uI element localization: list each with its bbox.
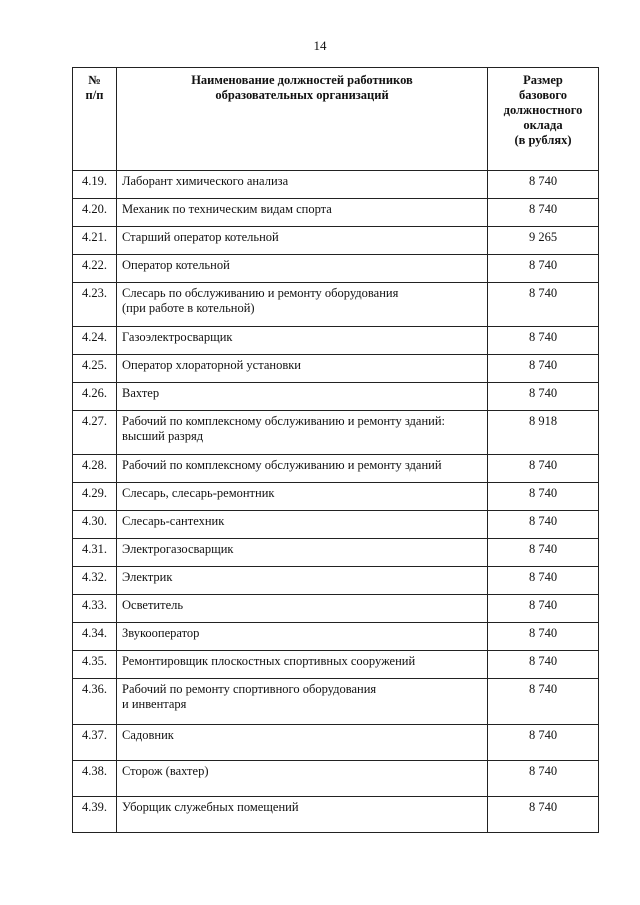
table-row [73, 283, 599, 327]
position-name [117, 679, 488, 725]
table-row [73, 679, 599, 725]
row-number: 4.21. [73, 227, 117, 255]
position-name-line: Вахтер [122, 386, 160, 400]
position-name-line: Садовник [122, 728, 174, 742]
position-name-line: Слесарь, слесарь-ремонтник [122, 486, 275, 500]
base-salary: 8 740 [488, 355, 599, 383]
table-row [73, 383, 599, 411]
base-salary: 8 740 [488, 455, 599, 483]
base-salary: 8 740 [488, 595, 599, 623]
row-number: 4.22. [73, 255, 117, 283]
row-number: 4.27. [73, 411, 117, 455]
table-row [73, 199, 599, 227]
base-salary: 9 265 [488, 227, 599, 255]
position-name [117, 725, 488, 761]
base-salary: 8 740 [488, 651, 599, 679]
header-position-name [117, 68, 488, 171]
base-salary: 8 740 [488, 255, 599, 283]
position-name [117, 539, 488, 567]
header-salary-line: (в рублях) [514, 133, 572, 147]
header-salary-line: базового [519, 88, 567, 102]
table-row [73, 227, 599, 255]
row-number: 4.26. [73, 383, 117, 411]
row-number: 4.24. [73, 327, 117, 355]
position-name-line: Рабочий по ремонту спортивного оборудования [122, 682, 377, 696]
position-name-line: Оператор котельной [122, 258, 230, 272]
row-number: 4.38. [73, 761, 117, 797]
table-row [73, 255, 599, 283]
row-number: 4.30. [73, 511, 117, 539]
position-name-line: Уборщик служебных помещений [122, 800, 299, 814]
page-number: 14 [313, 38, 327, 53]
base-salary: 8 740 [488, 679, 599, 725]
row-number: 4.20. [73, 199, 117, 227]
table-row [73, 761, 599, 797]
position-name-line: Электрогазосварщик [122, 542, 234, 556]
base-salary: 8 740 [488, 327, 599, 355]
base-salary: 8 740 [488, 797, 599, 833]
table-row [73, 567, 599, 595]
base-salary: 8 740 [488, 199, 599, 227]
table-body [73, 171, 599, 833]
table-row [73, 171, 599, 199]
row-number: 4.29. [73, 483, 117, 511]
base-salary: 8 740 [488, 623, 599, 651]
table-row [73, 511, 599, 539]
base-salary: 8 740 [488, 283, 599, 327]
position-name-line: Рабочий по комплексному обслуживанию и ремонту зданий: [122, 414, 446, 428]
table-header-row [73, 68, 599, 171]
position-name [117, 199, 488, 227]
table-row [73, 651, 599, 679]
position-name [117, 355, 488, 383]
position-name [117, 595, 488, 623]
position-name-line: (при работе в котельной) [122, 301, 255, 315]
row-number: 4.31. [73, 539, 117, 567]
position-name-line: Звукооператор [122, 626, 200, 640]
position-name [117, 283, 488, 327]
position-name-line: высший разряд [122, 429, 204, 443]
row-number: 4.39. [73, 797, 117, 833]
salary-table [72, 67, 599, 833]
base-salary: 8 740 [488, 383, 599, 411]
position-name-line: Сторож (вахтер) [122, 764, 209, 778]
row-number: 4.34. [73, 623, 117, 651]
row-number: 4.35. [73, 651, 117, 679]
position-name-line: Механик по техническим видам спорта [122, 202, 332, 216]
position-name [117, 171, 488, 199]
base-salary: 8 740 [488, 539, 599, 567]
position-name [117, 761, 488, 797]
position-name [117, 455, 488, 483]
header-salary [488, 68, 599, 171]
base-salary: 8 740 [488, 567, 599, 595]
position-name-line: и инвентаря [122, 697, 187, 711]
row-number: 4.28. [73, 455, 117, 483]
row-number: 4.37. [73, 725, 117, 761]
header-number-line: № [88, 73, 101, 87]
position-name-line: Старший оператор котельной [122, 230, 279, 244]
header-salary-line: оклада [523, 118, 563, 132]
position-name-line: Ремонтировщик плоскостных спортивных сооружений [122, 654, 416, 668]
position-name [117, 227, 488, 255]
position-name-line: Слесарь по обслуживанию и ремонту оборудования [122, 286, 399, 300]
position-name [117, 623, 488, 651]
table-row [73, 411, 599, 455]
position-name [117, 797, 488, 833]
table-row [73, 483, 599, 511]
position-name [117, 411, 488, 455]
position-name-line: Осветитель [122, 598, 184, 612]
header-number [73, 68, 117, 171]
header-number-line: п/п [85, 88, 104, 102]
header-salary-line: должностного [503, 103, 583, 117]
table-row [73, 623, 599, 651]
base-salary: 8 740 [488, 511, 599, 539]
base-salary: 8 740 [488, 171, 599, 199]
header-name-line: Наименование должностей работников [191, 73, 413, 87]
position-name-line: Лаборант химического анализа [122, 174, 289, 188]
header-salary-line: Размер [523, 73, 563, 87]
header-name-line: образовательных организаций [215, 88, 389, 102]
position-name [117, 255, 488, 283]
position-name-line: Рабочий по комплексному обслуживанию и ремонту зданий [122, 458, 442, 472]
table-row [73, 539, 599, 567]
table-row [73, 725, 599, 761]
position-name-line: Оператор хлораторной установки [122, 358, 301, 372]
position-name [117, 383, 488, 411]
table-row [73, 595, 599, 623]
position-name [117, 651, 488, 679]
position-name [117, 327, 488, 355]
row-number: 4.36. [73, 679, 117, 725]
base-salary: 8 740 [488, 483, 599, 511]
position-name [117, 483, 488, 511]
base-salary: 8 740 [488, 725, 599, 761]
table-row [73, 455, 599, 483]
position-name [117, 511, 488, 539]
position-name-line: Слесарь-сантехник [122, 514, 225, 528]
position-name [117, 567, 488, 595]
row-number: 4.33. [73, 595, 117, 623]
row-number: 4.19. [73, 171, 117, 199]
table-row [73, 797, 599, 833]
position-name-line: Газоэлектросварщик [122, 330, 233, 344]
position-name-line: Электрик [122, 570, 173, 584]
base-salary: 8 918 [488, 411, 599, 455]
table-row [73, 355, 599, 383]
row-number: 4.23. [73, 283, 117, 327]
table-row [73, 327, 599, 355]
base-salary: 8 740 [488, 761, 599, 797]
row-number: 4.25. [73, 355, 117, 383]
row-number: 4.32. [73, 567, 117, 595]
